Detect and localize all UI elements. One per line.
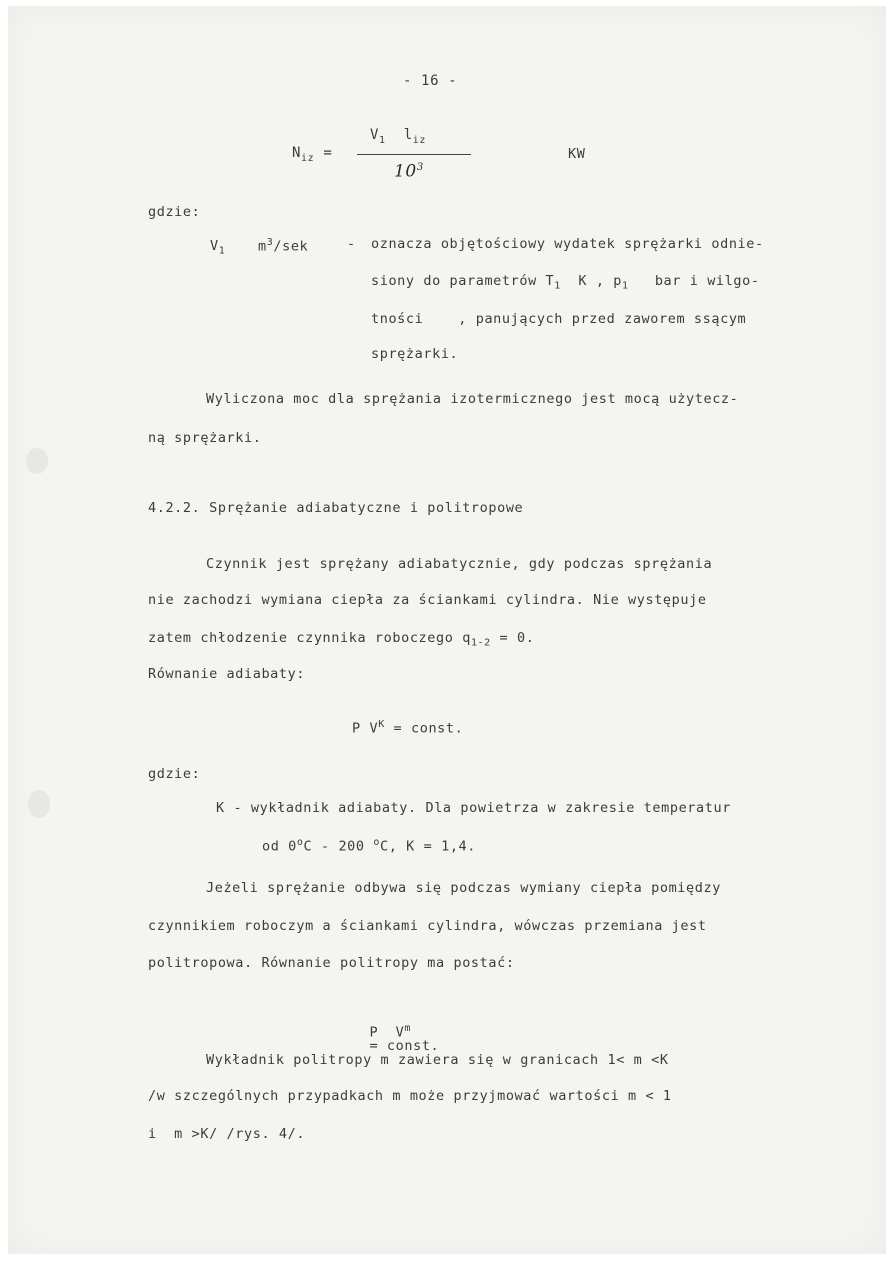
- para1-line1: Wyliczona moc dla sprężania izotermicznego jest mocą użytecz-: [206, 391, 739, 407]
- formula-unit: KW: [568, 146, 586, 162]
- numerator-v: V: [370, 127, 380, 143]
- def-dash: -: [347, 236, 356, 252]
- formula-equals: =: [323, 145, 333, 161]
- fraction-line: [357, 154, 471, 155]
- section-heading: 4.2.2. Sprężanie adiabatyczne i politropowe: [148, 500, 524, 516]
- para3-line1: Jeżeli sprężanie odbywa się podczas wymiany ciepła pomiędzy: [206, 880, 721, 896]
- def1-line3: tności , panujących przed zaworem ssącym: [371, 311, 747, 327]
- formula-lhs: N: [292, 145, 302, 161]
- def2-line1: K - wykładnik adiabaty. Dla powietrza w zakresie temperatur: [216, 800, 731, 816]
- punch-hole-top: [26, 448, 48, 474]
- denominator-exp: 3: [416, 162, 424, 173]
- para1-line2: ną sprężarki.: [148, 430, 262, 446]
- para2-line2: nie zachodzi wymiana ciepła za ściankami cylindra. Nie występuje: [148, 592, 707, 608]
- denominator: 10: [394, 161, 417, 182]
- para2-line3: zatem chłodzenie czynnika roboczego $q_{1-2} = 0$.: [148, 630, 535, 649]
- formula-adiabata: P $V^K$ = const.: [352, 719, 464, 737]
- punch-hole-bottom: [28, 790, 50, 818]
- para4-line1: Wykładnik politropy m zawiera się w granicach 1< m <K: [206, 1052, 669, 1068]
- where-label-2: gdzie:: [148, 766, 201, 782]
- def1-line4: sprężarki.: [371, 346, 459, 362]
- def-symbol-v1: V: [210, 238, 219, 254]
- para4-line2: /w szczególnych przypadkach m może przyjmować wartości m < 1: [148, 1088, 672, 1104]
- numerator-v-sub: 1: [379, 134, 386, 146]
- page-number: - 16 -: [403, 73, 458, 89]
- para2-line1: Czynnik jest sprężany adiabatycznie, gdy podczas sprężania: [206, 556, 713, 572]
- formula-politropa: P $V^m$ = const.: [369, 1022, 440, 1054]
- para3-line3: politropowa. Równanie politropy ma postać:: [148, 955, 515, 971]
- para3-line2: czynnikiem roboczym a ściankami cylindra, wówczas przemiana jest: [148, 918, 707, 934]
- where-label-1: gdzie:: [148, 204, 201, 220]
- numerator-l-sub: iz: [412, 134, 426, 146]
- numerator-l: l: [403, 127, 413, 143]
- def1-line1: oznacza objętościowy wydatek sprężarki odnie-: [371, 236, 764, 252]
- para2-line4: Równanie adiabaty:: [148, 666, 306, 682]
- def2-line2: od 0$^o$C - 200 $^o$C, K = 1,4.: [262, 837, 477, 855]
- def-unit: m: [258, 238, 267, 255]
- def1-line2: siony do parametrów $T_1$ K , $p_1$ bar i wilgo-: [371, 273, 760, 292]
- para4-line3: i m >K/ /rys. 4/.: [148, 1126, 306, 1142]
- formula-lhs-sub: iz: [301, 152, 315, 164]
